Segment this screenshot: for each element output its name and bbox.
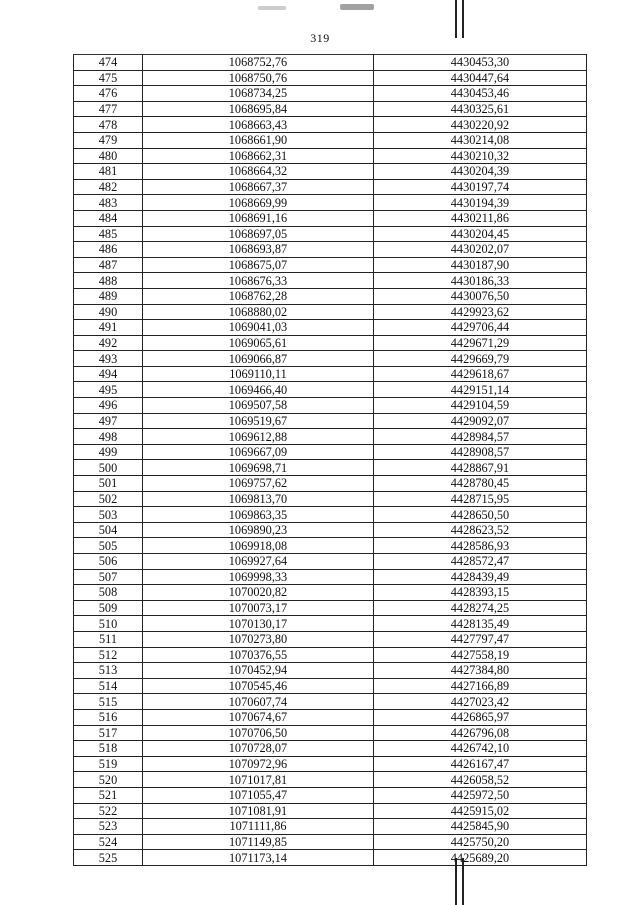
y-coordinate-cell: 4430220,92 — [374, 117, 587, 133]
x-coordinate-cell: 1070376,55 — [143, 647, 374, 663]
point-number-cell: 491 — [74, 320, 143, 336]
y-coordinate-cell: 4429618,67 — [374, 366, 587, 382]
y-coordinate-cell: 4430194,39 — [374, 195, 587, 211]
table-row — [74, 382, 587, 398]
x-coordinate-cell: 1070706,50 — [143, 725, 374, 741]
x-coordinate-cell: 1068691,16 — [143, 210, 374, 226]
y-coordinate-cell: 4429706,44 — [374, 320, 587, 336]
point-number-cell: 492 — [74, 335, 143, 351]
y-coordinate-cell: 4430187,90 — [374, 257, 587, 273]
x-coordinate-cell: 1071173,14 — [143, 850, 374, 866]
y-coordinate-cell: 4430076,50 — [374, 288, 587, 304]
table-row — [74, 772, 587, 788]
x-coordinate-cell: 1071111,86 — [143, 819, 374, 835]
x-coordinate-cell: 1070273,80 — [143, 631, 374, 647]
x-coordinate-cell: 1070728,07 — [143, 741, 374, 757]
x-coordinate-cell: 1069041,03 — [143, 320, 374, 336]
point-number-cell: 500 — [74, 460, 143, 476]
table-row — [74, 787, 587, 803]
y-coordinate-cell: 4425750,20 — [374, 834, 587, 850]
x-coordinate-cell: 1068662,31 — [143, 148, 374, 164]
point-number-cell: 512 — [74, 647, 143, 663]
table-row — [74, 257, 587, 273]
point-number-cell: 505 — [74, 538, 143, 554]
table-row — [74, 600, 587, 616]
point-number-cell: 516 — [74, 709, 143, 725]
x-coordinate-cell: 1069466,40 — [143, 382, 374, 398]
point-number-cell: 486 — [74, 242, 143, 258]
y-coordinate-cell: 4430204,45 — [374, 226, 587, 242]
table-row — [74, 476, 587, 492]
y-coordinate-cell: 4430325,61 — [374, 101, 587, 117]
y-coordinate-cell: 4428393,15 — [374, 585, 587, 601]
x-coordinate-cell: 1069918,08 — [143, 538, 374, 554]
y-coordinate-cell: 4428715,95 — [374, 491, 587, 507]
point-number-cell: 499 — [74, 444, 143, 460]
y-coordinate-cell: 4430204,39 — [374, 164, 587, 180]
table-row — [74, 616, 587, 632]
point-number-cell: 484 — [74, 210, 143, 226]
y-coordinate-cell: 4426742,10 — [374, 741, 587, 757]
y-coordinate-cell: 4430214,08 — [374, 132, 587, 148]
point-number-cell: 487 — [74, 257, 143, 273]
x-coordinate-cell: 1069863,35 — [143, 507, 374, 523]
x-coordinate-cell: 1070674,67 — [143, 709, 374, 725]
table-row — [74, 164, 587, 180]
table-row — [74, 429, 587, 445]
table-row — [74, 101, 587, 117]
y-coordinate-cell: 4430453,30 — [374, 55, 587, 71]
table-row — [74, 304, 587, 320]
y-coordinate-cell: 4425845,90 — [374, 819, 587, 835]
y-coordinate-cell: 4425689,20 — [374, 850, 587, 866]
y-coordinate-cell: 4429669,79 — [374, 351, 587, 367]
point-number-cell: 482 — [74, 179, 143, 195]
point-number-cell: 488 — [74, 273, 143, 289]
x-coordinate-cell: 1068750,76 — [143, 70, 374, 86]
x-coordinate-cell: 1069507,58 — [143, 398, 374, 414]
point-number-cell: 490 — [74, 304, 143, 320]
y-coordinate-cell: 4426865,97 — [374, 709, 587, 725]
x-coordinate-cell: 1068880,02 — [143, 304, 374, 320]
y-coordinate-cell: 4430210,32 — [374, 148, 587, 164]
x-coordinate-cell: 1068762,28 — [143, 288, 374, 304]
point-number-cell: 523 — [74, 819, 143, 835]
y-coordinate-cell: 4429923,62 — [374, 304, 587, 320]
point-number-cell: 507 — [74, 569, 143, 585]
scan-artifact — [340, 4, 374, 10]
point-number-cell: 483 — [74, 195, 143, 211]
point-number-cell: 479 — [74, 132, 143, 148]
point-number-cell: 511 — [74, 631, 143, 647]
x-coordinate-cell: 1068661,90 — [143, 132, 374, 148]
table-row — [74, 725, 587, 741]
y-coordinate-cell: 4430211,86 — [374, 210, 587, 226]
x-coordinate-cell: 1068676,33 — [143, 273, 374, 289]
scan-artifact — [258, 6, 286, 10]
x-coordinate-cell: 1069667,09 — [143, 444, 374, 460]
x-coordinate-cell: 1070073,17 — [143, 600, 374, 616]
point-number-cell: 495 — [74, 382, 143, 398]
table-row — [74, 507, 587, 523]
table-row — [74, 179, 587, 195]
table-row — [74, 70, 587, 86]
point-number-cell: 506 — [74, 554, 143, 570]
point-number-cell: 493 — [74, 351, 143, 367]
y-coordinate-cell: 4428650,50 — [374, 507, 587, 523]
point-number-cell: 513 — [74, 663, 143, 679]
y-coordinate-cell: 4429104,59 — [374, 398, 587, 414]
point-number-cell: 489 — [74, 288, 143, 304]
table-row — [74, 273, 587, 289]
table-row — [74, 320, 587, 336]
table-row — [74, 741, 587, 757]
table-row — [74, 460, 587, 476]
x-coordinate-cell: 1071149,85 — [143, 834, 374, 850]
x-coordinate-cell: 1070545,46 — [143, 678, 374, 694]
x-coordinate-cell: 1068752,76 — [143, 55, 374, 71]
y-coordinate-cell: 4426167,47 — [374, 756, 587, 772]
point-number-cell: 521 — [74, 787, 143, 803]
y-coordinate-cell: 4428623,52 — [374, 522, 587, 538]
table-row — [74, 631, 587, 647]
x-coordinate-cell: 1069998,33 — [143, 569, 374, 585]
table-row — [74, 210, 587, 226]
x-coordinate-cell: 1068675,07 — [143, 257, 374, 273]
y-coordinate-cell: 4428586,93 — [374, 538, 587, 554]
x-coordinate-cell: 1068695,84 — [143, 101, 374, 117]
point-number-cell: 485 — [74, 226, 143, 242]
point-number-cell: 510 — [74, 616, 143, 632]
table-row — [74, 663, 587, 679]
y-coordinate-cell: 4428780,45 — [374, 476, 587, 492]
point-number-cell: 481 — [74, 164, 143, 180]
table-row — [74, 226, 587, 242]
y-coordinate-cell: 4425915,02 — [374, 803, 587, 819]
point-number-cell: 517 — [74, 725, 143, 741]
table-row — [74, 585, 587, 601]
point-number-cell: 480 — [74, 148, 143, 164]
x-coordinate-cell: 1069813,70 — [143, 491, 374, 507]
y-coordinate-cell: 4427166,89 — [374, 678, 587, 694]
y-coordinate-cell: 4430453,46 — [374, 86, 587, 102]
table-row — [74, 413, 587, 429]
y-coordinate-cell: 4427558,19 — [374, 647, 587, 663]
table-row — [74, 522, 587, 538]
table-row — [74, 647, 587, 663]
table-row — [74, 117, 587, 133]
table-row — [74, 538, 587, 554]
y-coordinate-cell: 4429151,14 — [374, 382, 587, 398]
x-coordinate-cell: 1069612,88 — [143, 429, 374, 445]
y-coordinate-cell: 4428274,25 — [374, 600, 587, 616]
y-coordinate-cell: 4430447,64 — [374, 70, 587, 86]
point-number-cell: 477 — [74, 101, 143, 117]
y-coordinate-cell: 4426796,08 — [374, 725, 587, 741]
x-coordinate-cell: 1070130,17 — [143, 616, 374, 632]
x-coordinate-cell: 1068667,37 — [143, 179, 374, 195]
point-number-cell: 496 — [74, 398, 143, 414]
table-row — [74, 86, 587, 102]
x-coordinate-cell: 1069065,61 — [143, 335, 374, 351]
point-number-cell: 525 — [74, 850, 143, 866]
x-coordinate-cell: 1071017,81 — [143, 772, 374, 788]
point-number-cell: 504 — [74, 522, 143, 538]
point-number-cell: 478 — [74, 117, 143, 133]
x-coordinate-cell: 1070607,74 — [143, 694, 374, 710]
table-row — [74, 709, 587, 725]
table-row — [74, 335, 587, 351]
point-number-cell: 524 — [74, 834, 143, 850]
y-coordinate-cell: 4429671,29 — [374, 335, 587, 351]
y-coordinate-cell: 4427797,47 — [374, 631, 587, 647]
y-coordinate-cell: 4428867,91 — [374, 460, 587, 476]
point-number-cell: 522 — [74, 803, 143, 819]
y-coordinate-cell: 4430197,74 — [374, 179, 587, 195]
y-coordinate-cell: 4428439,49 — [374, 569, 587, 585]
point-number-cell: 509 — [74, 600, 143, 616]
x-coordinate-cell: 1069519,67 — [143, 413, 374, 429]
coordinates-table — [73, 54, 587, 866]
table-row — [74, 850, 587, 866]
table-row — [74, 803, 587, 819]
y-coordinate-cell: 4429092,07 — [374, 413, 587, 429]
x-coordinate-cell: 1069890,23 — [143, 522, 374, 538]
y-coordinate-cell: 4425972,50 — [374, 787, 587, 803]
x-coordinate-cell: 1068669,99 — [143, 195, 374, 211]
table-row — [74, 756, 587, 772]
table-row — [74, 819, 587, 835]
point-number-cell: 498 — [74, 429, 143, 445]
table-row — [74, 288, 587, 304]
table-row — [74, 148, 587, 164]
x-coordinate-cell: 1070452,94 — [143, 663, 374, 679]
x-coordinate-cell: 1071055,47 — [143, 787, 374, 803]
table-row — [74, 398, 587, 414]
table-row — [74, 366, 587, 382]
x-coordinate-cell: 1068697,05 — [143, 226, 374, 242]
x-coordinate-cell: 1071081,91 — [143, 803, 374, 819]
x-coordinate-cell: 1068734,25 — [143, 86, 374, 102]
point-number-cell: 515 — [74, 694, 143, 710]
y-coordinate-cell: 4428572,47 — [374, 554, 587, 570]
y-coordinate-cell: 4430202,07 — [374, 242, 587, 258]
x-coordinate-cell: 1070020,82 — [143, 585, 374, 601]
x-coordinate-cell: 1068664,32 — [143, 164, 374, 180]
table-row — [74, 569, 587, 585]
table-row — [74, 678, 587, 694]
point-number-cell: 518 — [74, 741, 143, 757]
x-coordinate-cell: 1069110,11 — [143, 366, 374, 382]
table-row — [74, 554, 587, 570]
point-number-cell: 501 — [74, 476, 143, 492]
y-coordinate-cell: 4426058,52 — [374, 772, 587, 788]
x-coordinate-cell: 1069066,87 — [143, 351, 374, 367]
x-coordinate-cell: 1068693,87 — [143, 242, 374, 258]
point-number-cell: 503 — [74, 507, 143, 523]
y-coordinate-cell: 4428908,57 — [374, 444, 587, 460]
table-row — [74, 694, 587, 710]
point-number-cell: 475 — [74, 70, 143, 86]
point-number-cell: 474 — [74, 55, 143, 71]
table-row — [74, 195, 587, 211]
y-coordinate-cell: 4428984,57 — [374, 429, 587, 445]
x-coordinate-cell: 1069698,71 — [143, 460, 374, 476]
x-coordinate-cell: 1069927,64 — [143, 554, 374, 570]
point-number-cell: 497 — [74, 413, 143, 429]
y-coordinate-cell: 4427023,42 — [374, 694, 587, 710]
table-row — [74, 491, 587, 507]
point-number-cell: 502 — [74, 491, 143, 507]
y-coordinate-cell: 4430186,33 — [374, 273, 587, 289]
point-number-cell: 476 — [74, 86, 143, 102]
table-row — [74, 834, 587, 850]
x-coordinate-cell: 1070972,96 — [143, 756, 374, 772]
point-number-cell: 519 — [74, 756, 143, 772]
table-row — [74, 132, 587, 148]
page-number: 319 — [310, 31, 330, 45]
x-coordinate-cell: 1069757,62 — [143, 476, 374, 492]
table-row — [74, 444, 587, 460]
point-number-cell: 508 — [74, 585, 143, 601]
point-number-cell: 494 — [74, 366, 143, 382]
point-number-cell: 514 — [74, 678, 143, 694]
y-coordinate-cell: 4427384,80 — [374, 663, 587, 679]
table-row — [74, 55, 587, 71]
table-row — [74, 351, 587, 367]
point-number-cell: 520 — [74, 772, 143, 788]
y-coordinate-cell: 4428135,49 — [374, 616, 587, 632]
table-row — [74, 242, 587, 258]
x-coordinate-cell: 1068663,43 — [143, 117, 374, 133]
